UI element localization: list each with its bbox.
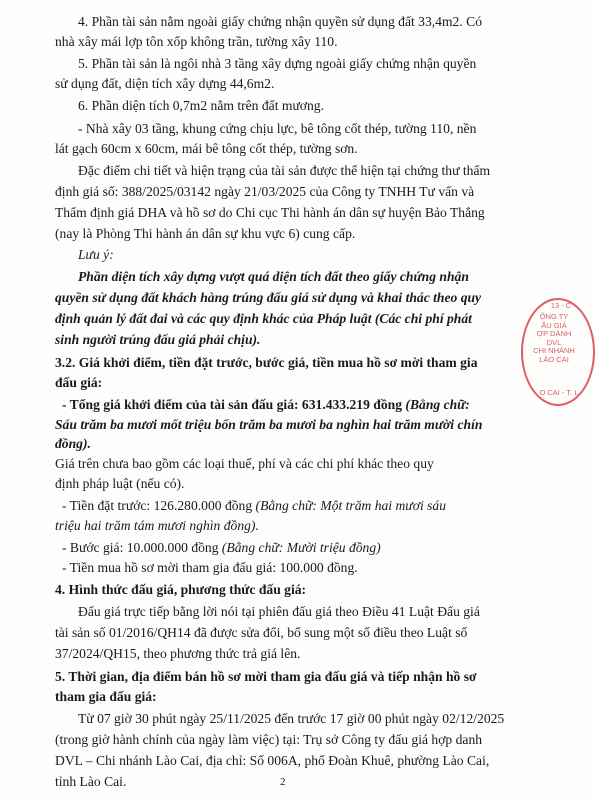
text-line: 5. Phần tài sản là ngôi nhà 3 tầng xây dựng ngoài giấy chứng nhận quyền — [78, 56, 477, 71]
text-line: (nay là Phòng Thi hành án dân sự khu vực 6) cung cấp. — [55, 226, 356, 241]
text-line: định giá số: 388/2025/03142 ngày 21/03/2025 của Công ty TNHH Tư vấn và — [55, 184, 475, 199]
text-line: sử dụng đất, diện tích xây dựng 44,6m2. — [55, 76, 275, 91]
bid-step: - Bước giá: 10.000.000 đồng — [62, 540, 222, 555]
section-heading: 3.2. Giá khởi điểm, tiền đặt trước, bước giá, tiền mua hồ sơ mời tham gia — [55, 355, 478, 370]
text-line: - Nhà xây 03 tầng, khung cứng chịu lực, bê tông cốt thép, tường 110, nền — [78, 121, 477, 136]
section-heading: tham gia đấu giá: — [55, 689, 157, 704]
bid-step-in-words: (Bằng chữ: Mười triệu đồng) — [221, 540, 381, 555]
note-text: quyền sử dụng đất khách hàng trúng đấu giá sử dụng và khai thác theo quy — [55, 290, 482, 305]
deposit-in-words: triệu hai trăm tám mươi nghìn đồng). — [55, 518, 259, 533]
page-number: 2 — [280, 776, 286, 788]
text-line: (trong giờ hành chính của ngày làm việc) tại: Trụ sở Công ty đấu giá hợp danh — [55, 732, 483, 747]
note-label: Lưu ý: — [78, 247, 114, 262]
stamp-text: 13 - C — [550, 301, 572, 310]
text-line: Từ 07 giờ 30 phút ngày 25/11/2025 đến trước 17 giờ 00 phút ngày 02/12/2025 — [78, 711, 505, 726]
company-seal-stamp — [521, 298, 595, 406]
text-line: nhà xây mái lợp tôn xốp không trần, tường xây 110. — [55, 34, 338, 49]
stamp-text: CHI NHÁNH — [533, 346, 575, 355]
stamp-text: ẤU GIÁ — [541, 320, 567, 330]
text-line: Giá trên chưa bao gồm các loại thuế, phí và các chi phí khác theo quy — [55, 456, 434, 471]
starting-price: - Tổng giá khởi điểm của tài sản đấu giá: 631.433.219 đồng — [62, 397, 406, 412]
section-heading: 4. Hình thức đấu giá, phương thức đấu giá: — [55, 582, 307, 597]
stamp-text: LÀO CAI — [539, 354, 569, 364]
text-line: DVL – Chi nhánh Lào Cai, địa chỉ: Số 006A, phố Đoàn Khuê, phường Lào Cai, — [55, 753, 490, 768]
price-in-words: Sáu trăm ba mươi mốt triệu bốn trăm ba mươi ba nghìn hai trăm mười chín — [55, 417, 483, 432]
price-in-words: đồng). — [55, 436, 91, 451]
note-text: định quản lý đất đai và các quy định khác của Pháp luật (Các chi phí phát — [55, 311, 472, 326]
text-line — [62, 397, 470, 413]
text-line — [62, 540, 381, 556]
deposit-in-words: (Bằng chữ: Một trăm hai mươi sáu — [255, 498, 447, 513]
text-line: 4. Phần tài sản nằm ngoài giấy chứng nhận quyền sử dụng đất 33,4m2. Có — [78, 14, 482, 29]
text-line: - Tiền mua hồ sơ mời tham gia đấu giá: 100.000 đồng. — [62, 560, 358, 575]
text-line: Đặc điểm chi tiết và hiện trạng của tài sản được thể hiện tại chứng thư thẩm — [78, 163, 491, 178]
stamp-text: ỢP DANH — [536, 329, 572, 338]
note-text: sinh người trúng đấu giá phải chịu). — [55, 332, 261, 347]
text-line — [62, 498, 446, 514]
text-line: tài sản số 01/2016/QH14 đã được sửa đổi, bổ sung một số điều theo Luật số — [55, 625, 468, 640]
text-line: 6. Phần diện tích 0,7m2 nằm trên đất mương. — [78, 98, 324, 113]
text-line: tỉnh Lào Cai. — [55, 774, 127, 789]
stamp-text: ÔNG TY — [539, 312, 569, 321]
stamp-text: DVL — [546, 337, 562, 347]
price-in-words: (Bằng chữ: — [405, 397, 470, 412]
text-line: Đấu giá trực tiếp bằng lời nói tại phiên đấu giá theo Điều 41 Luật Đấu giá — [78, 604, 480, 619]
text-line: lát gạch 60cm x 60cm, mái bê tông cốt thép, tường sơn. — [55, 141, 358, 156]
text-line: 37/2024/QH15, theo phương thức trả giá lên. — [55, 646, 301, 661]
section-heading: 5. Thời gian, địa điểm bán hồ sơ mời tham gia đấu giá và tiếp nhận hồ sơ — [55, 669, 477, 684]
note-text: Phần diện tích xây dựng vượt quá diện tích đất theo giấy chứng nhận — [78, 269, 469, 284]
text-line: định pháp luật (nếu có). — [55, 476, 185, 491]
deposit-amount: - Tiền đặt trước: 126.280.000 đồng — [62, 498, 256, 513]
section-heading: đấu giá: — [55, 375, 103, 390]
stamp-text: O CAI - T. L — [539, 388, 579, 397]
text-line: Thẩm định giá DHA và hồ sơ do Chi cục Thi hành án dân sự huyện Bảo Thắng — [55, 205, 485, 220]
